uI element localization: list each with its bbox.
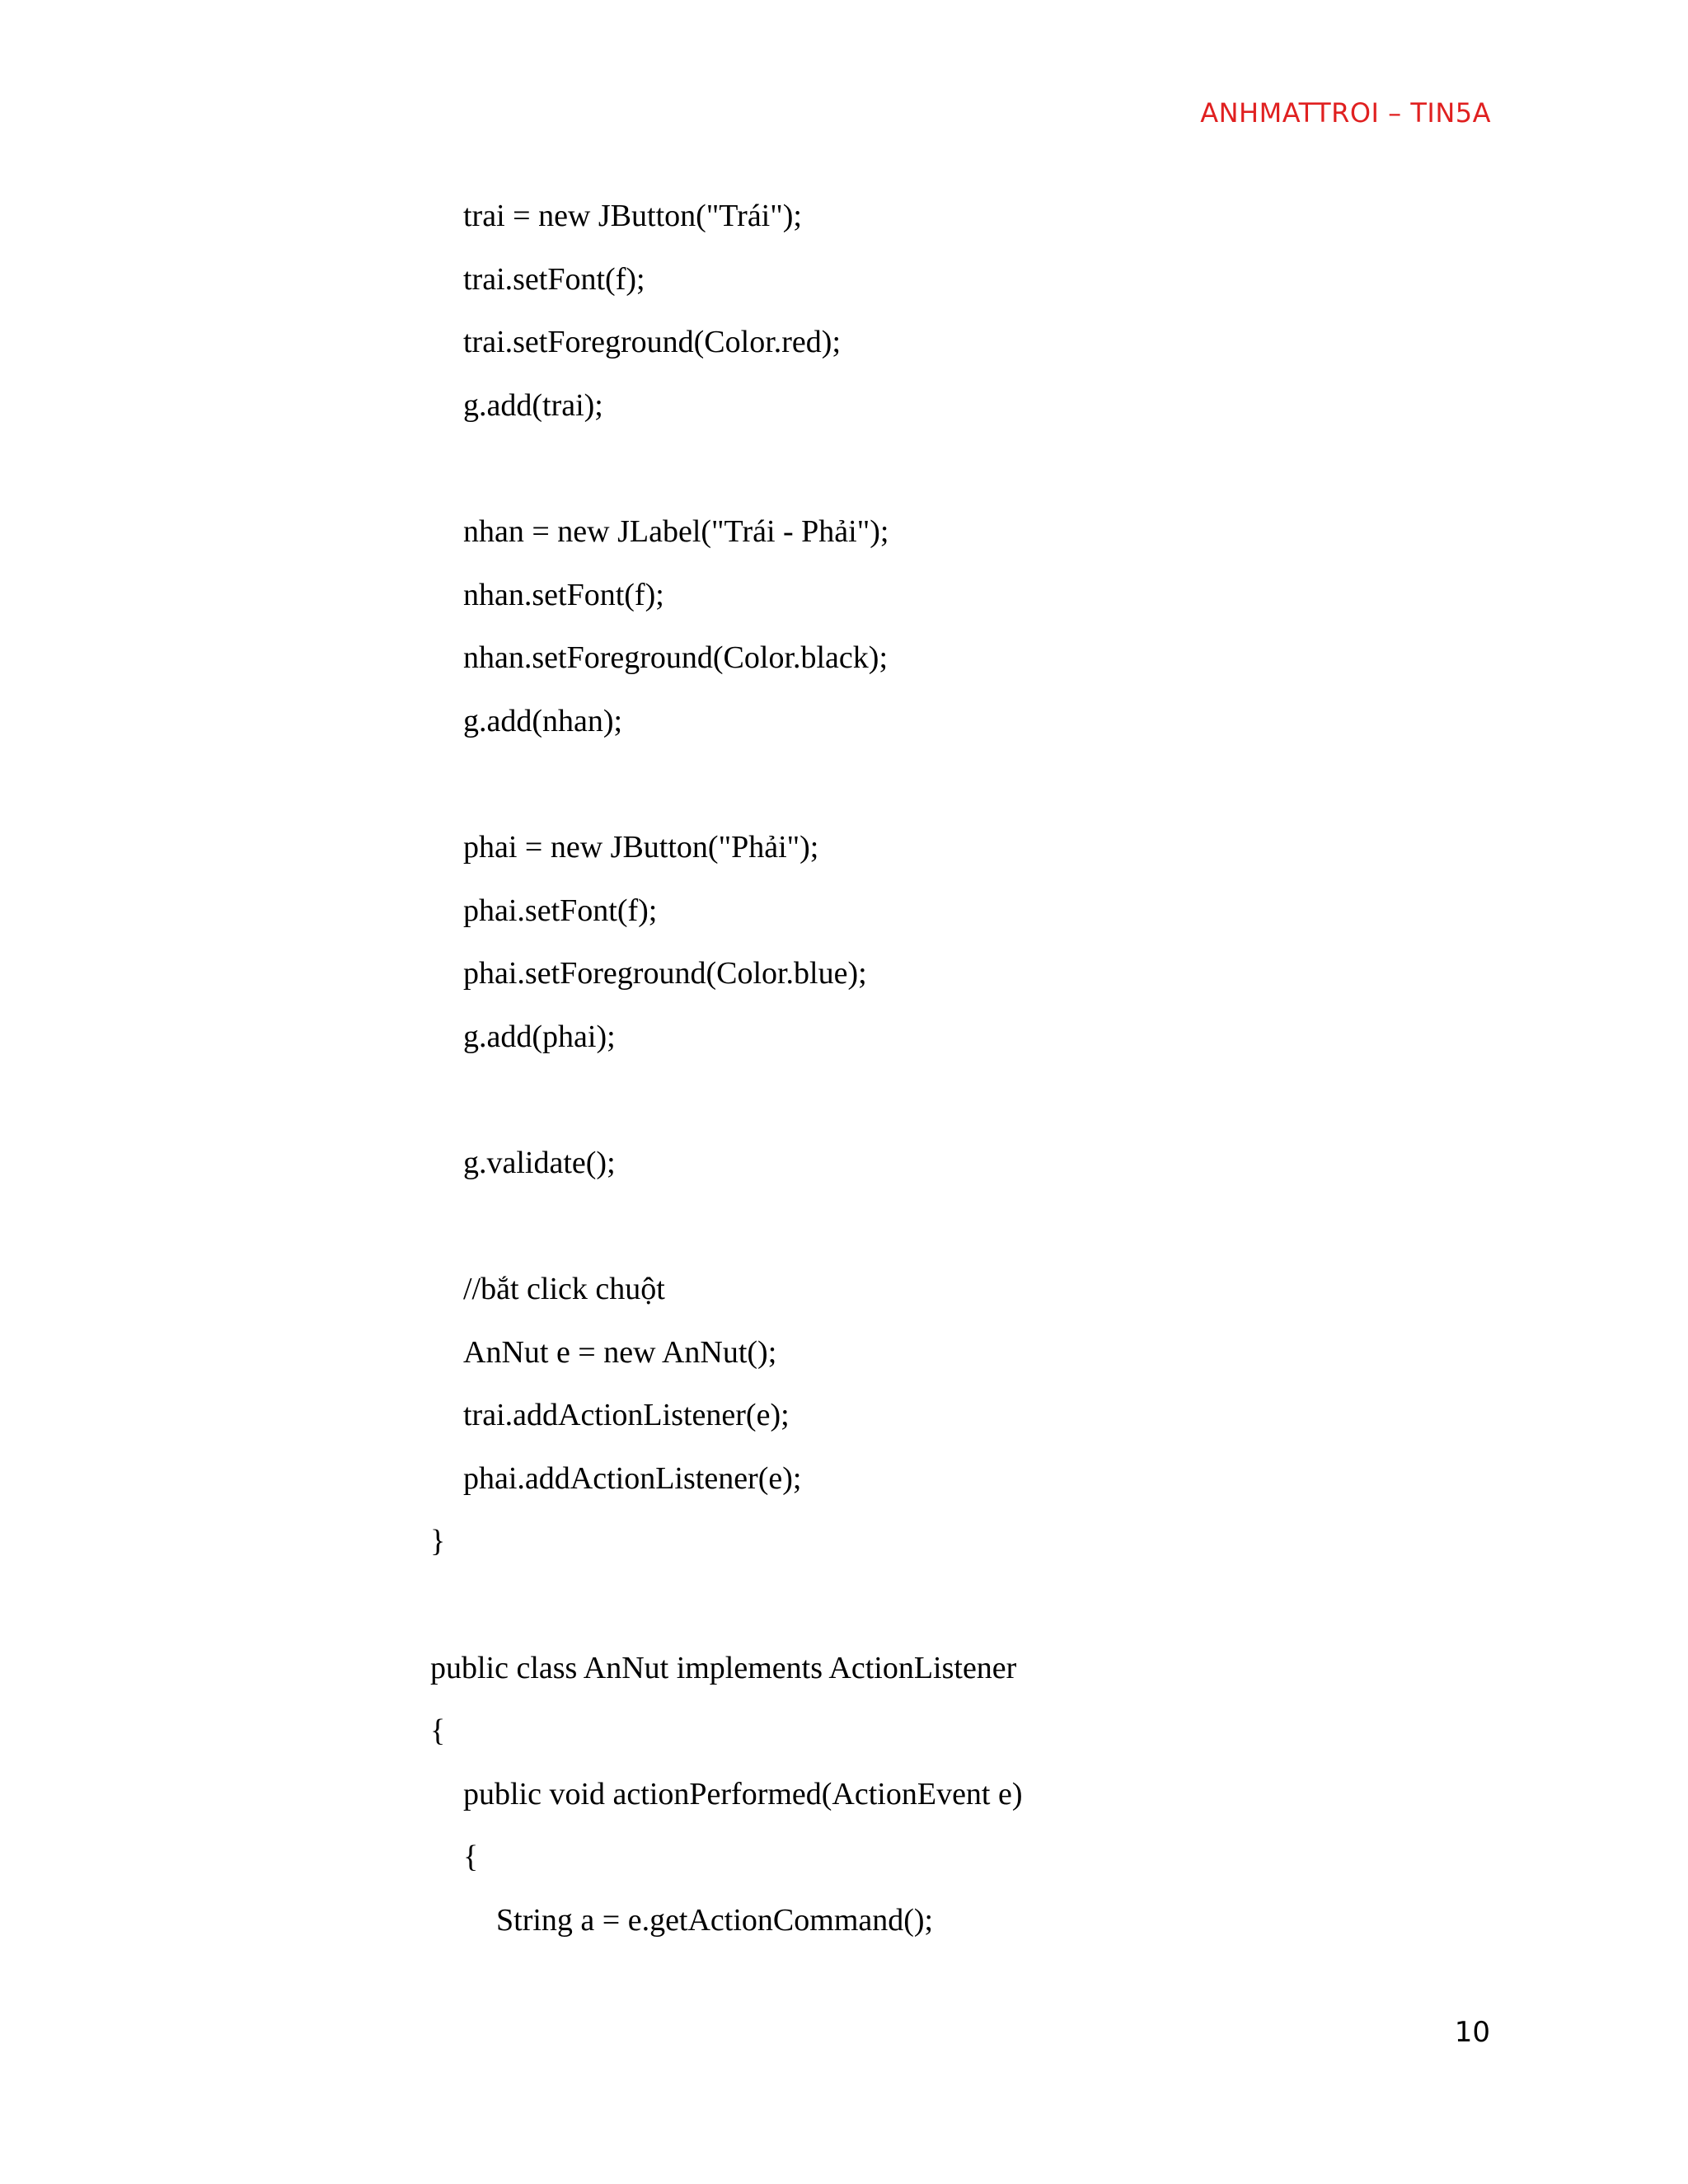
- blank-line: [0, 443, 1688, 507]
- code-line: trai.setFont(f);: [463, 261, 645, 297]
- code-line: g.validate();: [463, 1145, 616, 1180]
- code-line: g.add(nhan);: [463, 703, 623, 738]
- code-line: public class AnNut implements ActionListener: [430, 1650, 1017, 1685]
- page-number: 10: [1454, 2016, 1490, 2049]
- blank-line: [0, 1202, 1688, 1265]
- code-line: trai = new JButton("Trái");: [463, 199, 802, 233]
- blank-line: [0, 1075, 1688, 1138]
- code-line: nhan = new JLabel("Trái - Phải");: [463, 513, 889, 549]
- code-line: }: [430, 1524, 446, 1559]
- code-line: trai.addActionListener(e);: [463, 1398, 790, 1433]
- code-line: g.add(phai);: [463, 1019, 616, 1054]
- blank-line: [0, 1580, 1688, 1643]
- code-line: String a = e.getActionCommand();: [496, 1903, 934, 1938]
- page-header: ANHMATTROI – TIN5A: [1200, 97, 1491, 129]
- code-line: public void actionPerformed(ActionEvent e): [463, 1776, 1023, 1811]
- code-line: phai = new JButton("Phải");: [463, 829, 819, 865]
- code-line: nhan.setForeground(Color.black);: [463, 640, 889, 676]
- code-line: phai.setFont(f);: [463, 893, 658, 928]
- code-line: phai.addActionListener(e);: [463, 1460, 802, 1496]
- code-comment: //bắt click chuột: [463, 1272, 665, 1307]
- blank-line: [0, 759, 1688, 823]
- code-line: {: [463, 1840, 479, 1875]
- code-line: phai.setForeground(Color.blue);: [463, 956, 867, 991]
- code-line: AnNut e = new AnNut();: [463, 1334, 777, 1370]
- code-line: g.add(trai);: [463, 387, 603, 423]
- code-line: {: [430, 1713, 446, 1749]
- code-line: nhan.setFont(f);: [463, 577, 664, 612]
- code-line: trai.setForeground(Color.red);: [463, 325, 842, 360]
- code-block: [0, 191, 1688, 1959]
